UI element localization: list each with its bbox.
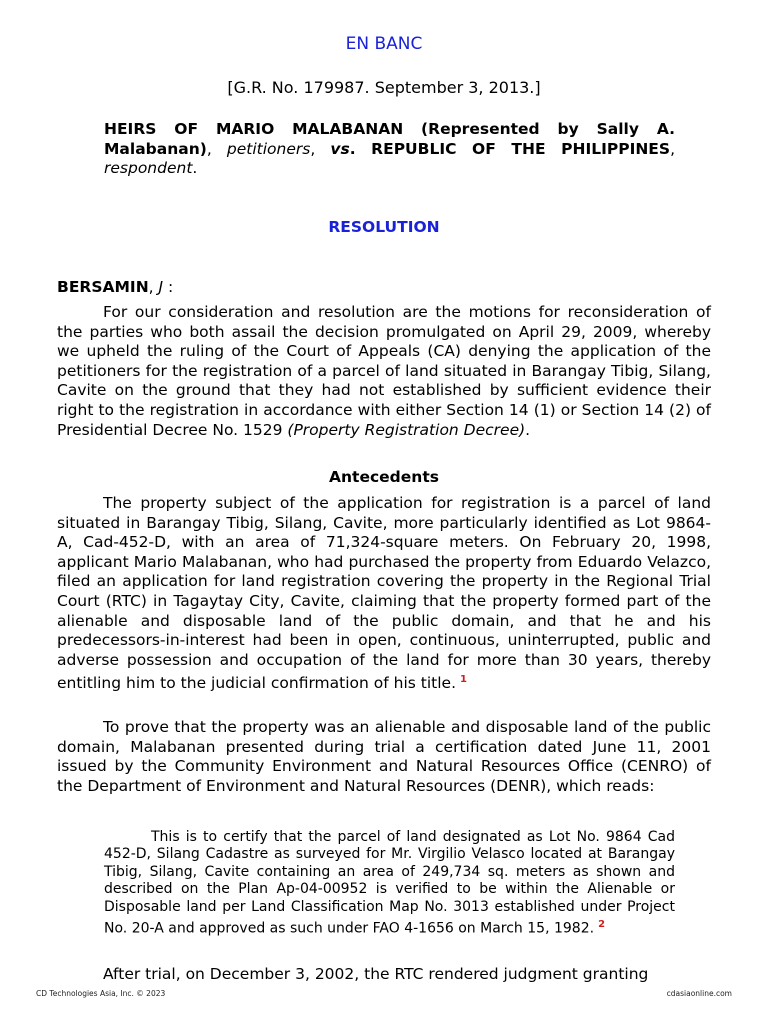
- ponente-title: J: [158, 278, 164, 296]
- footer-copyright: CD Technologies Asia, Inc. © 2023: [36, 989, 166, 998]
- footnote-link-1[interactable]: 1: [460, 674, 467, 686]
- ponente-line: [57, 278, 173, 296]
- punctuation: ,: [206, 139, 227, 158]
- petitioners-name: HEIRS OF MARIO MALABANAN (Represented by Sally A. Malabanan): [104, 120, 675, 158]
- paragraph-3: [57, 718, 711, 796]
- paragraph-3-text: To prove that the property was an alienable and disposable land of the public domain, Malabanan presented during trial a certification dated June 11, 2001 issued by the Community Environment and Natural Resources Office (CENRO) of the Department of Environment and Natural Resources (DENR), which reads:: [57, 718, 711, 795]
- respondent-role: respondent: [104, 159, 193, 177]
- ponente-name: BERSAMIN: [57, 278, 149, 296]
- case-number: [G.R. No. 179987. September 3, 2013.]: [227, 78, 541, 97]
- paragraph-4: [57, 965, 711, 985]
- petitioners-role: petitioners: [226, 139, 311, 158]
- block-quote: [104, 829, 675, 938]
- punctuation: .: [192, 159, 198, 177]
- punctuation: ,: [148, 278, 159, 296]
- respondent-name: REPUBLIC OF THE PHILIPPINES: [355, 139, 671, 158]
- case-parties: [104, 120, 675, 179]
- document-title: RESOLUTION: [328, 218, 440, 236]
- footnote-link-2[interactable]: 2: [598, 919, 606, 931]
- punctuation: :: [163, 278, 174, 296]
- block-quote-text: This is to certify that the parcel of land designated as Lot No. 9864 Cad 452-D, Silang Cadastre as surveyed for Mr. Virgilio Velasco located at Barangay Tibig, Silang, Cavite containing an area of 249,734 sq. meters as shown and described on the Plan Ap-04-00952 is verified to be within the Alienable or Disposable land per Land Classification Map No. 3013 established under Project No. 20-A and approved as such under FAO 4-1656 on March 15, 1982.: [104, 829, 675, 937]
- punctuation: ,: [670, 139, 676, 158]
- paragraph-1: [57, 303, 711, 440]
- paragraph-2: [57, 494, 711, 694]
- paragraph-4-text: After trial, on December 3, 2002, the RTC rendered judgment granting: [103, 965, 649, 983]
- versus-label: vs: [330, 139, 350, 158]
- paragraph-1-text: For our consideration and resolution are the motions for reconsideration of the parties who both assail the decision promulgated on April 29, 2009, whereby we upheld the ruling of the Court of Appeals (CA) denying the application of the petitioners for the registration of a parcel of land situated in Barangay Tibig, Silang, Cavite on the ground that they had not established by sufficient evidence their right to the registration in accordance with either Section 14 (1) or Section 14 (2) of Presidential Decree No. 1529: [57, 303, 711, 439]
- court-division: EN BANC: [345, 34, 423, 54]
- decree-title: (Property Registration Decree): [287, 420, 526, 439]
- punctuation: .: [525, 420, 531, 439]
- footer-website: cdasiaonline.com: [666, 989, 732, 998]
- section-heading-antecedents: Antecedents: [329, 468, 439, 486]
- paragraph-2-text: The property subject of the application for registration is a parcel of land situated in Barangay Tibig, Silang, Cavite, more particularly identified as Lot 9864-A, Cad-452-D, with an area of 71,324-square meters. On February 20, 1998, applicant Mario Malabanan, who had purchased the property from Eduardo Velazco, filed an application for land registration covering the property in the Regional Trial Court (RTC) in Tagaytay City, Cavite, claiming that the property formed part of the alienable and disposable land of the public domain, and that he and his predecessors-in-interest had been in open, continuous, uninterrupted, public and adverse possession and occupation of the land for more than 30 years, thereby entitling him to the judicial confirmation of his title.: [57, 494, 711, 693]
- punctuation: ,: [310, 139, 331, 158]
- punctuation: .: [349, 139, 356, 158]
